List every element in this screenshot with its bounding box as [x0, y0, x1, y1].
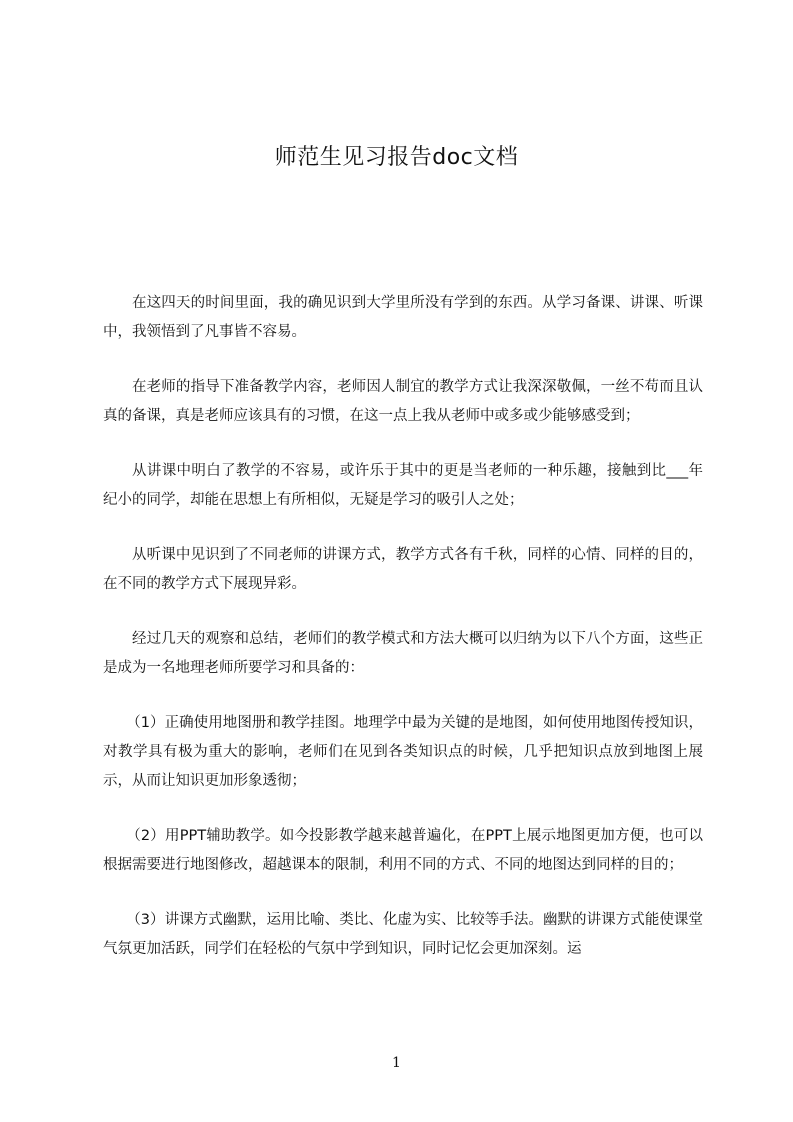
- page-number: 1: [392, 1055, 401, 1071]
- paragraph-3: 从讲课中明白了教学的不容易，或许乐于其中的更是当老师的一种乐趣，接触到比___年纪小的同学，却能在思想上有所相似，无疑是学习的吸引人之处；: [103, 463, 703, 508]
- paragraph-8: （3）讲课方式幽默，运用比喻、类比、化虚为实、比较等手法。幽默的讲课方式能使课堂气氛更加活跃，同学们在轻松的气氛中学到知识，同时记忆会更加深刻。运: [103, 912, 703, 957]
- document-title: 师范生见习报告doc文档: [274, 145, 519, 170]
- paragraph-6: （1）正确使用地图册和教学挂图。地理学中最为关键的是地图，如何使用地图传授知识，对教学具有极为重大的影响，老师们在见到各类知识点的时候，几乎把知识点放到地图上展示，从而让知识更加形象透彻；: [103, 715, 703, 789]
- document-body: [103, 289, 703, 990]
- paragraph-1: 在这四天的时间里面，我的确见识到大学里所没有学到的东西。从学习备课、讲课、听课中，我领悟到了凡事皆不容易。: [103, 295, 703, 340]
- paragraph-5: 经过几天的观察和总结，老师们的教学模式和方法大概可以归纳为以下八个方面，这些正是成为一名地理老师所要学习和具备的：: [103, 631, 703, 676]
- paragraph-4: 从听课中见识到了不同老师的讲课方式，教学方式各有千秋，同样的心情、同样的目的，在不同的教学方式下展现异彩。: [103, 547, 703, 592]
- paragraph-2: 在老师的指导下准备教学内容，老师因人制宜的教学方式让我深深敬佩，一丝不苟而且认真的备课，真是老师应该具有的习惯，在这一点上我从老师中或多或少能够感受到；: [103, 379, 703, 424]
- paragraph-7: （2）用PPT辅助教学。如今投影教学越来越普遍化，在PPT上展示地图更加方便，也可以根据需要进行地图修改，超越课本的限制，利用不同的方式、不同的地图达到同样的目的；: [103, 828, 703, 873]
